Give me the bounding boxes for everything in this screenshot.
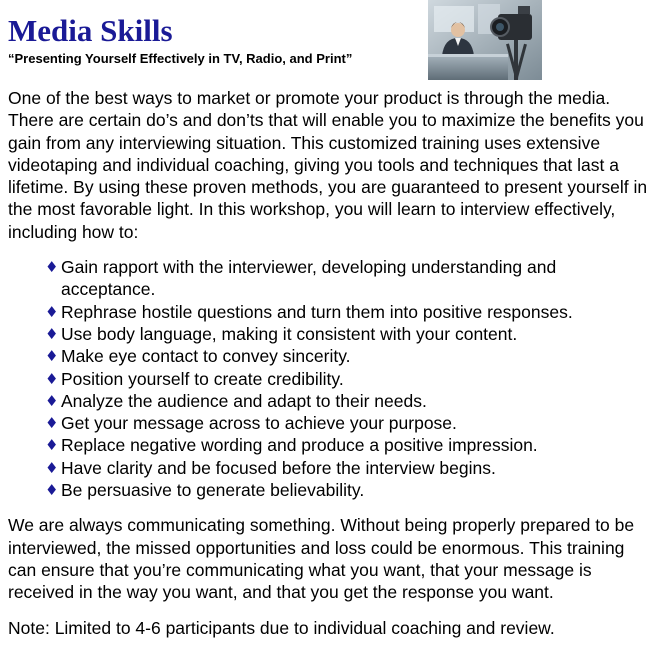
diamond-bullet-icon: ♦ <box>45 436 59 455</box>
diamond-bullet-icon: ♦ <box>45 324 59 343</box>
diamond-bullet-icon: ♦ <box>45 369 59 388</box>
list-item: ♦ Gain rapport with the interviewer, developing understanding and acceptance. <box>45 257 557 300</box>
intro-paragraph: One of the best ways to market or promote your product is through the media. There are certain do’s and don’ts that will enable you to maximize the benefits you gain from any interviewing situation. This customized training uses extensive videotaping and individual coaching, giving you tools and techniques that last a lifetime. By using these proven methods, you are guaranteed to present yourself in the most favorable light. In this workshop, you will learn to interview effectively, including how to: <box>8 88 648 242</box>
skills-list <box>8 256 648 501</box>
list-item: ♦ Use body language, making it consistent with your content. <box>45 323 518 344</box>
diamond-bullet-icon: ♦ <box>45 391 59 410</box>
header <box>8 14 418 67</box>
diamond-bullet-icon: ♦ <box>45 458 59 477</box>
closing-paragraph: We are always communicating something. Without being properly prepared to be interviewed, the missed opportunities and loss could be enormous. This training can ensure that you’re communicating what you want, that your message is received in the way you want, and that you get the response you want. <box>8 515 635 603</box>
list-item: ♦ Rephrase hostile questions and turn them into positive responses. <box>45 301 573 322</box>
diamond-bullet-icon: ♦ <box>45 258 59 277</box>
diamond-bullet-icon: ♦ <box>45 347 59 366</box>
list-item: ♦ Make eye contact to convey sincerity. <box>45 346 351 367</box>
page-subtitle: “Presenting Yourself Effectively in TV, Radio, and Print” <box>8 51 353 66</box>
diamond-bullet-icon: ♦ <box>45 302 59 321</box>
tv-studio-photo <box>428 0 542 80</box>
diamond-bullet-icon: ♦ <box>45 414 59 433</box>
tv-studio-illustration <box>428 0 542 80</box>
page-title: Media Skills <box>8 13 173 48</box>
diamond-bullet-icon: ♦ <box>45 481 59 500</box>
content <box>8 87 648 639</box>
list-item: ♦ Get your message across to achieve your purpose. <box>45 413 457 434</box>
list-item: ♦ Be persuasive to generate believability. <box>45 480 365 501</box>
list-item: ♦ Position yourself to create credibility. <box>45 368 344 389</box>
note-text: Note: Limited to 4-6 participants due to individual coaching and review. <box>8 617 555 638</box>
list-item: ♦ Replace negative wording and produce a positive impression. <box>45 435 538 456</box>
list-item: ♦ Analyze the audience and adapt to their needs. <box>45 390 427 411</box>
list-item: ♦ Have clarity and be focused before the interview begins. <box>45 457 496 478</box>
